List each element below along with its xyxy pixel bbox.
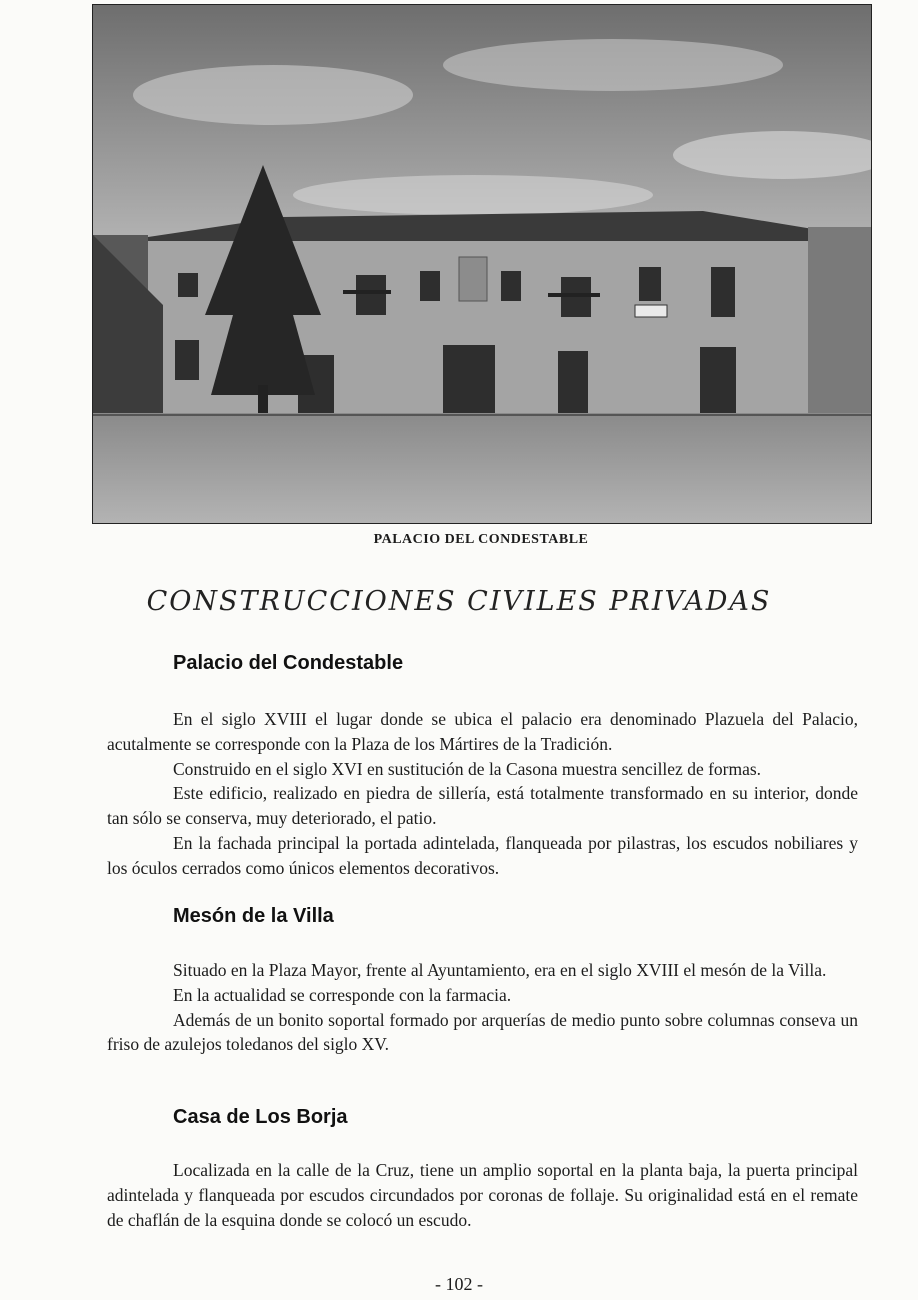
section-title-meson: Mesón de la Villa [173,905,334,927]
section-title-palacio: Palacio del Condestable [173,652,404,674]
paragraph: Construido en el siglo XVI en sustitución de la Casona muestra sencillez de formas. [173,758,762,779]
paragraph: Localizada en la calle de la Cruz, tiene un amplio soportal en la planta baja, la puerta principal adintelada y flanqueada por escudos circundados por coronas de follaje. Su originalidad está en el remate de chaflán de la esquina donde se colocó un escudo. [107,1160,858,1230]
page-number: - 102 - [435,1274,483,1294]
section-body-meson [107,958,858,1057]
paragraph: Este edificio, realizado en piedra de sillería, está totalmente transformado en su interior, donde tan sólo se conserva, muy deteriorado, el patio. [107,783,858,829]
paragraph: Situado en la Plaza Mayor, frente al Ayuntamiento, era en el siglo XVIII el mesón de la Villa. [173,960,827,980]
palace-photo-drawing [93,5,871,523]
main-title: CONSTRUCCIONES CIVILES PRIVADAS [146,586,772,617]
paragraph: Además de un bonito soportal formado por arquerías de medio punto sobre columnas conseva un friso de azulejos toledanos del siglo XV. [107,1009,858,1055]
section-body-borja [107,1158,858,1232]
palace-photo [92,4,872,524]
paragraph: En la fachada principal la portada adintelada, flanqueada por pilastras, los escudos nobiliares y los óculos cerrados como únicos elementos decorativos. [107,832,858,878]
paragraph: En el siglo XVIII el lugar donde se ubica el palacio era denominado Plazuela del Palacio, acutalmente se corresponde con la Plaza de los Mártires de la Tradición. [107,709,858,754]
photo-caption: PALACIO DEL CONDESTABLE [373,532,589,547]
section-body-palacio [107,707,858,881]
paragraph: En la actualidad se corresponde con la farmacia. [173,984,512,1005]
section-title-borja: Casa de Los Borja [173,1106,348,1128]
